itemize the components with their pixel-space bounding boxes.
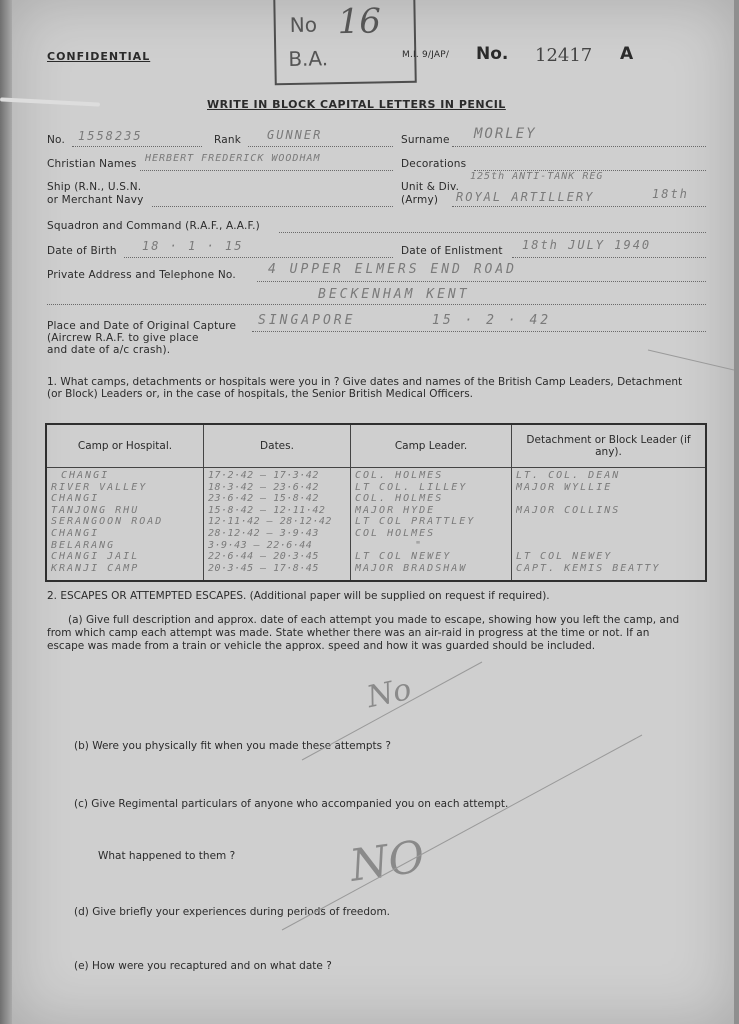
camp-dates: 18·3·42 – 23·6·42 (208, 481, 319, 493)
camp-name: CHANGI (61, 470, 110, 481)
service-number-value: 1558235 (78, 129, 143, 143)
answer-no-handwritten-2: NO (346, 831, 428, 892)
camp-dates: 12·11·42 – 28·12·42 (208, 516, 332, 528)
rank-value: GUNNER (267, 128, 323, 142)
detachment-leader: MAJOR WYLLIE (516, 481, 613, 493)
camp-leader: LT COL NEWEY (355, 551, 452, 563)
stamp-code: B.A. (288, 46, 329, 71)
camp-leader: COL. HOLMES (355, 493, 444, 505)
unit-label-line1: Unit & Div. (401, 181, 460, 193)
address-line2: BECKENHAM KENT (318, 287, 470, 302)
detachment-leader: CAPT. KEMIS BEATTY (516, 562, 661, 574)
capture-date-value: 15 · 2 · 42 (432, 313, 552, 328)
camp-leader: LT COL. LILLEY (355, 481, 468, 493)
page-fold (0, 0, 12, 1024)
address-label: Private Address and Telephone No. (47, 269, 236, 281)
camp-dates: 17·2·42 – 17·3·42 (208, 470, 319, 481)
unit-label-line2: (Army) (401, 194, 439, 206)
camp-name: CHANGI (51, 527, 100, 539)
camp-name: TANJONG RHU (51, 504, 140, 516)
ship-label-line1: Ship (R.N., U.S.N. (47, 181, 142, 193)
camp-dates: 15·8·42 – 12·11·42 (208, 504, 326, 516)
question-2c-followup: What happened to them ? (98, 850, 236, 862)
camp-name: RIVER VALLEY (51, 481, 148, 493)
form-no-label: No. (476, 44, 509, 64)
camps-header-camp: Camp or Hospital. (46, 424, 204, 468)
question-2a-line3: escape was made from a train or vehicle the approx. speed and how it was guarded should be included. (47, 640, 596, 652)
camps-header-leader: Camp Leader. (351, 424, 512, 468)
decorations-label: Decorations (401, 158, 467, 170)
rank-label: Rank (214, 134, 242, 146)
address-line1: 4 UPPER ELMERS END ROAD (268, 262, 518, 277)
question-2c: (c) Give Regimental particulars of anyone who accompanied you on each attempt. (74, 798, 509, 810)
unit-value-line1: 125th ANTI-TANK REG (470, 171, 604, 182)
camp-dates: 23·6·42 – 15·8·42 (208, 493, 319, 505)
confidential-marking: CONFIDENTIAL (47, 50, 151, 63)
ship-label-line2: or Merchant Navy (47, 194, 144, 206)
strike-line-upper (302, 662, 482, 760)
question-1-line2: (or Block) Leaders or, in the case of hospitals, the Senior British Medical Officers. (47, 388, 474, 400)
christian-names-label: Christian Names (47, 158, 137, 170)
question-2a-line1: (a) Give full description and approx. date of each attempt you made to escape, showing how you left the camp, and (68, 614, 680, 626)
pow-questionnaire-page (12, 0, 734, 1024)
christian-names-value: HERBERT FREDERICK WOODHAM (145, 153, 321, 164)
question-2e: (e) How were you recaptured and on what date ? (74, 960, 332, 972)
form-number: 12417 (535, 45, 593, 66)
camp-leader: MAJOR BRADSHAW (355, 562, 468, 574)
question-2a-line2: from which camp each attempt was made. State whether there was an air-raid in progress at the time or not. If an (47, 627, 650, 639)
surname-value: MORLEY (474, 126, 537, 142)
enlistment-value: 18th JULY 1940 (522, 238, 652, 252)
camp-dates: 22·6·44 – 20·3·45 (208, 551, 319, 563)
camp-name: SERANGOON ROAD (51, 516, 164, 528)
camp-leader: " (415, 539, 424, 551)
margin-mark (648, 350, 734, 370)
stamp-number: 16 (337, 1, 382, 43)
camp-name: CHANGI JAIL (51, 551, 140, 563)
camp-name: BELARANG (51, 539, 116, 551)
camp-name: CHANGI (51, 493, 100, 505)
answer-no-handwritten-1: No (363, 671, 415, 716)
stamp-no: No (289, 12, 318, 37)
enlistment-label: Date of Enlistment (401, 245, 503, 257)
camp-leader: MAJOR HYDE (355, 504, 436, 516)
form-instruction: WRITE IN BLOCK CAPITAL LETTERS IN PENCIL (207, 98, 506, 111)
surname-label: Surname (401, 134, 450, 146)
camps-header-detachment: Detachment or Block Leader (if any). (512, 424, 707, 468)
capture-label-line3: and date of a/c crash). (47, 344, 171, 356)
strike-line-lower (282, 735, 642, 930)
dob-value: 18 · 1 · 15 (142, 239, 244, 253)
pencil-strike-lines (12, 0, 734, 1024)
camp-leader: LT COL PRATTLEY (355, 516, 476, 528)
unit-value-line2: ROYAL ARTILLERY (456, 190, 595, 204)
camps-header-dates: Dates. (204, 424, 351, 468)
detachment-leader: MAJOR COLLINS (516, 504, 621, 516)
capture-label-line1: Place and Date of Original Capture (47, 320, 237, 332)
dob-label: Date of Birth (47, 245, 117, 257)
no-label: No. (47, 134, 66, 146)
mi-reference: M.I. 9/JAP/ (402, 50, 450, 60)
camp-leader: COL HOLMES (355, 527, 436, 539)
squadron-label: Squadron and Command (R.A.F., A.A.F.) (47, 220, 260, 232)
camp-name: KRANJI CAMP (51, 562, 140, 574)
capture-place-value: SINGAPORE (258, 313, 356, 328)
form-letter: A (620, 44, 634, 64)
camp-dates: 3·9·43 – 22·6·44 (208, 539, 313, 551)
camp-dates: 28·12·42 – 3·9·43 (208, 527, 319, 539)
camp-dates: 20·3·45 – 17·8·45 (208, 562, 319, 574)
detachment-leader: LT COL NEWEY (516, 551, 613, 563)
capture-label-line2: (Aircrew R.A.F. to give place (47, 332, 199, 344)
question-2b: (b) Were you physically fit when you made these attempts ? (74, 740, 391, 752)
detachment-leader: LT. COL. DEAN (516, 470, 621, 481)
camp-leader: COL. HOLMES (355, 470, 444, 481)
question-1-line1: 1. What camps, detachments or hospitals were you in ? Give dates and names of the British Camp Leaders, Detachment (47, 376, 683, 388)
question-2-heading: 2. ESCAPES OR ATTEMPTED ESCAPES. (Additional paper will be supplied on request if required). (47, 590, 550, 602)
unit-value-division: 18th (652, 187, 689, 201)
question-2d: (d) Give briefly your experiences during periods of freedom. (74, 906, 391, 918)
